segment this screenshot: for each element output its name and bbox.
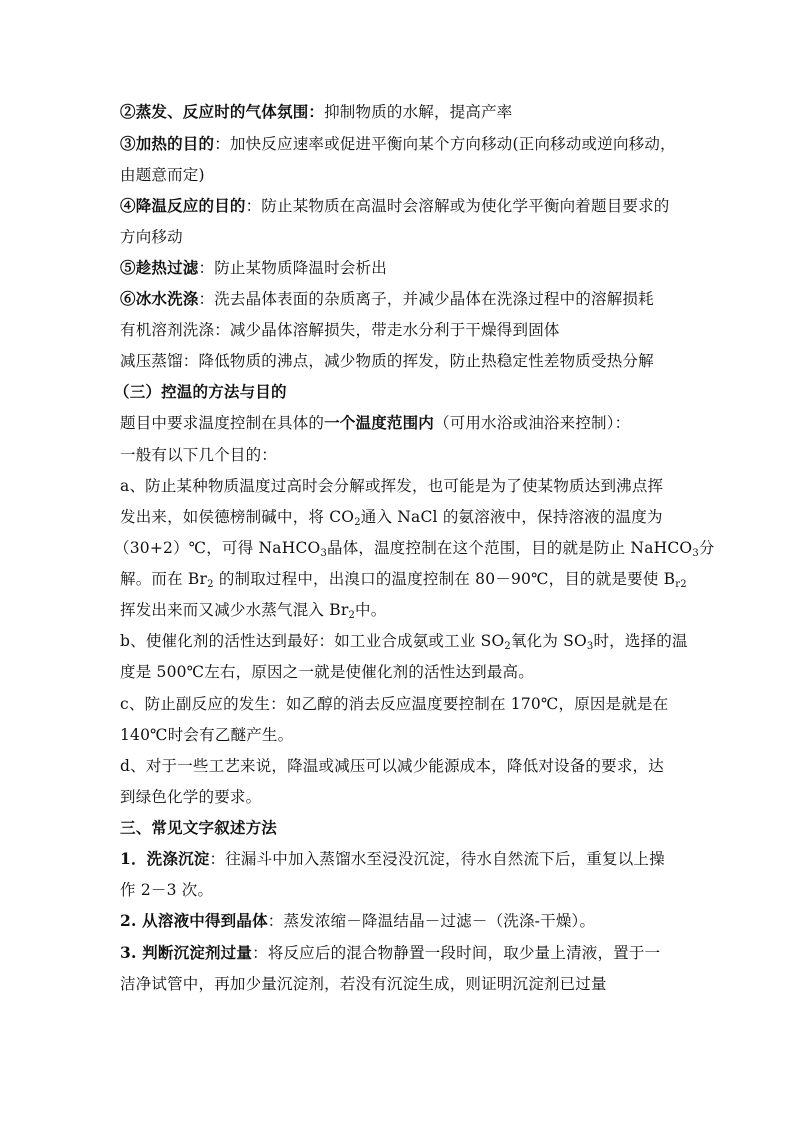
paragraph-purposes-intro: 一般有以下几个目的： bbox=[120, 446, 278, 464]
point-hot-filtration bbox=[120, 258, 680, 278]
text-span: 题目中要求温度控制在具体的 bbox=[120, 414, 325, 432]
text-span: b、使催化剂的活性达到最好：如工业合成氨或工业 SO bbox=[120, 632, 505, 650]
subscript: 3 bbox=[692, 548, 699, 559]
item-d-line1: d、对于一些工艺来说，降温或减压可以减少能源成本，降低对设备的要求，达 bbox=[120, 757, 664, 775]
text-span: 挥发出来而又减少水蒸气混入 Br bbox=[120, 601, 349, 619]
text-span: 的制取过程中，出溴口的温度控制在 80－90℃，目的就是要使 B bbox=[213, 570, 676, 588]
point-heating-purpose-cont: 由题意而定) bbox=[120, 166, 205, 184]
method-text: ：蒸发浓缩－降温结晶－过滤－（洗涤-干燥）。 bbox=[267, 912, 596, 930]
subscript: 2 bbox=[354, 517, 361, 528]
text-span: （30+2）℃，可得 NaHCO bbox=[114, 539, 321, 557]
text-span: 氧化为 SO bbox=[510, 632, 587, 650]
method-text: ：将反应后的混合物静置一段时间，取少量上清液，置于一 bbox=[252, 944, 661, 962]
item-c-line2: 140℃时会有乙醚产生。 bbox=[120, 726, 294, 744]
text-span: 中。 bbox=[355, 601, 387, 619]
point-cooling-purpose bbox=[120, 196, 680, 216]
point-text: 抑制物质的水解，提高产率 bbox=[324, 103, 513, 121]
text-span: 通入 NaCl 的氨溶液中，保持溶液的温度为 bbox=[360, 508, 663, 526]
text-span: 分 bbox=[698, 539, 715, 557]
subscript: 3 bbox=[586, 641, 594, 652]
method-text: ：往漏斗中加入蒸馏水至浸没沉淀，待水自然流下后，重复以上操 bbox=[209, 850, 665, 868]
point-label: ②蒸发、反应时的气体氛围： bbox=[120, 102, 325, 121]
method-washing-precipitate-cont: 作 2－3 次。 bbox=[120, 881, 214, 899]
subscript: 2 bbox=[348, 610, 355, 621]
section-heading-temperature-control: （三）控温的方法与目的 bbox=[114, 382, 287, 401]
subscript: 3 bbox=[320, 548, 327, 559]
emphasis: 一个温度范围内 bbox=[324, 413, 435, 432]
point-cooling-purpose-cont: 方向移动 bbox=[120, 228, 183, 246]
text-span: 解。而在 Br bbox=[120, 570, 208, 588]
point-ice-water-washing bbox=[120, 289, 680, 309]
point-label: ③加热的目的 bbox=[120, 134, 215, 153]
item-a-line5 bbox=[120, 600, 680, 620]
point-label: ④降温反应的目的 bbox=[120, 196, 246, 215]
point-text: ：加快反应速率或促进平衡向某个方向移动(正向移动或逆向移动， bbox=[214, 135, 676, 153]
subscript: 2 bbox=[207, 579, 214, 590]
paragraph-temperature-range bbox=[120, 413, 680, 433]
point-text: ：防止某物质在高温时会溶解或为使化学平衡向着题目要求的 bbox=[245, 197, 670, 215]
text-span: 时，选择的温 bbox=[593, 632, 688, 650]
section-heading-narrative-methods: 三、常见文字叙述方法 bbox=[120, 818, 278, 837]
method-obtain-crystals bbox=[120, 911, 680, 931]
point-heating-purpose bbox=[120, 134, 680, 154]
method-washing-precipitate bbox=[120, 849, 680, 869]
item-c-line1: c、防止副反应的发生：如乙醇的消去反应温度要控制在 170℃，原因是就是在 bbox=[120, 695, 669, 713]
subscript: 2 bbox=[504, 641, 511, 652]
point-label: ⑥冰水洗涤 bbox=[120, 289, 199, 308]
point-evaporation-atmosphere bbox=[120, 102, 680, 122]
method-excess-precipitant bbox=[120, 943, 680, 963]
item-b-line1 bbox=[120, 631, 688, 652]
point-vacuum-distillation: 减压蒸馏：降低物质的沸点，减少物质的挥发，防止热稳定性差物质受热分解 bbox=[120, 352, 654, 370]
subscript: r2 bbox=[675, 579, 687, 590]
item-a-line1: a、防止某种物质温度过高时会分解或挥发，也可能是为了使某物质达到沸点挥 bbox=[120, 477, 664, 495]
item-a-line3 bbox=[114, 538, 715, 559]
item-b-line2: 度是 500℃左右，原因之一就是使催化剂的活性达到最高。 bbox=[120, 663, 534, 681]
text-span: 晶体，温度控制在这个范围，目的就是防止 NaHCO bbox=[327, 539, 693, 557]
text-span: 发出来，如侯德榜制碱中，将 CO bbox=[120, 508, 355, 526]
item-a-line2 bbox=[120, 507, 680, 527]
method-label: 2. 从溶液中得到晶体 bbox=[120, 911, 268, 930]
point-label: ⑤趁热过滤 bbox=[120, 258, 199, 277]
point-text: ：洗去晶体表面的杂质离子，并减少晶体在洗涤过程中的溶解损耗 bbox=[198, 290, 654, 308]
point-organic-solvent-washing: 有机溶剂洗涤：减少晶体溶解损失，带走水分利于干燥得到固体 bbox=[120, 321, 560, 339]
method-label: 1．洗涤沉淀 bbox=[120, 849, 210, 868]
method-label: 3. 判断沉淀剂过量 bbox=[120, 943, 253, 962]
item-a-line4 bbox=[120, 569, 687, 590]
method-excess-precipitant-cont: 洁净试管中，再加少量沉淀剂，若没有沉淀生成，则证明沉淀剂已过量 bbox=[120, 975, 607, 993]
point-text: ：防止某物质降温时会析出 bbox=[198, 259, 387, 277]
text-span: （可用水浴或油浴来控制）： bbox=[434, 414, 631, 432]
item-d-line2: 到绿色化学的要求。 bbox=[120, 788, 262, 806]
